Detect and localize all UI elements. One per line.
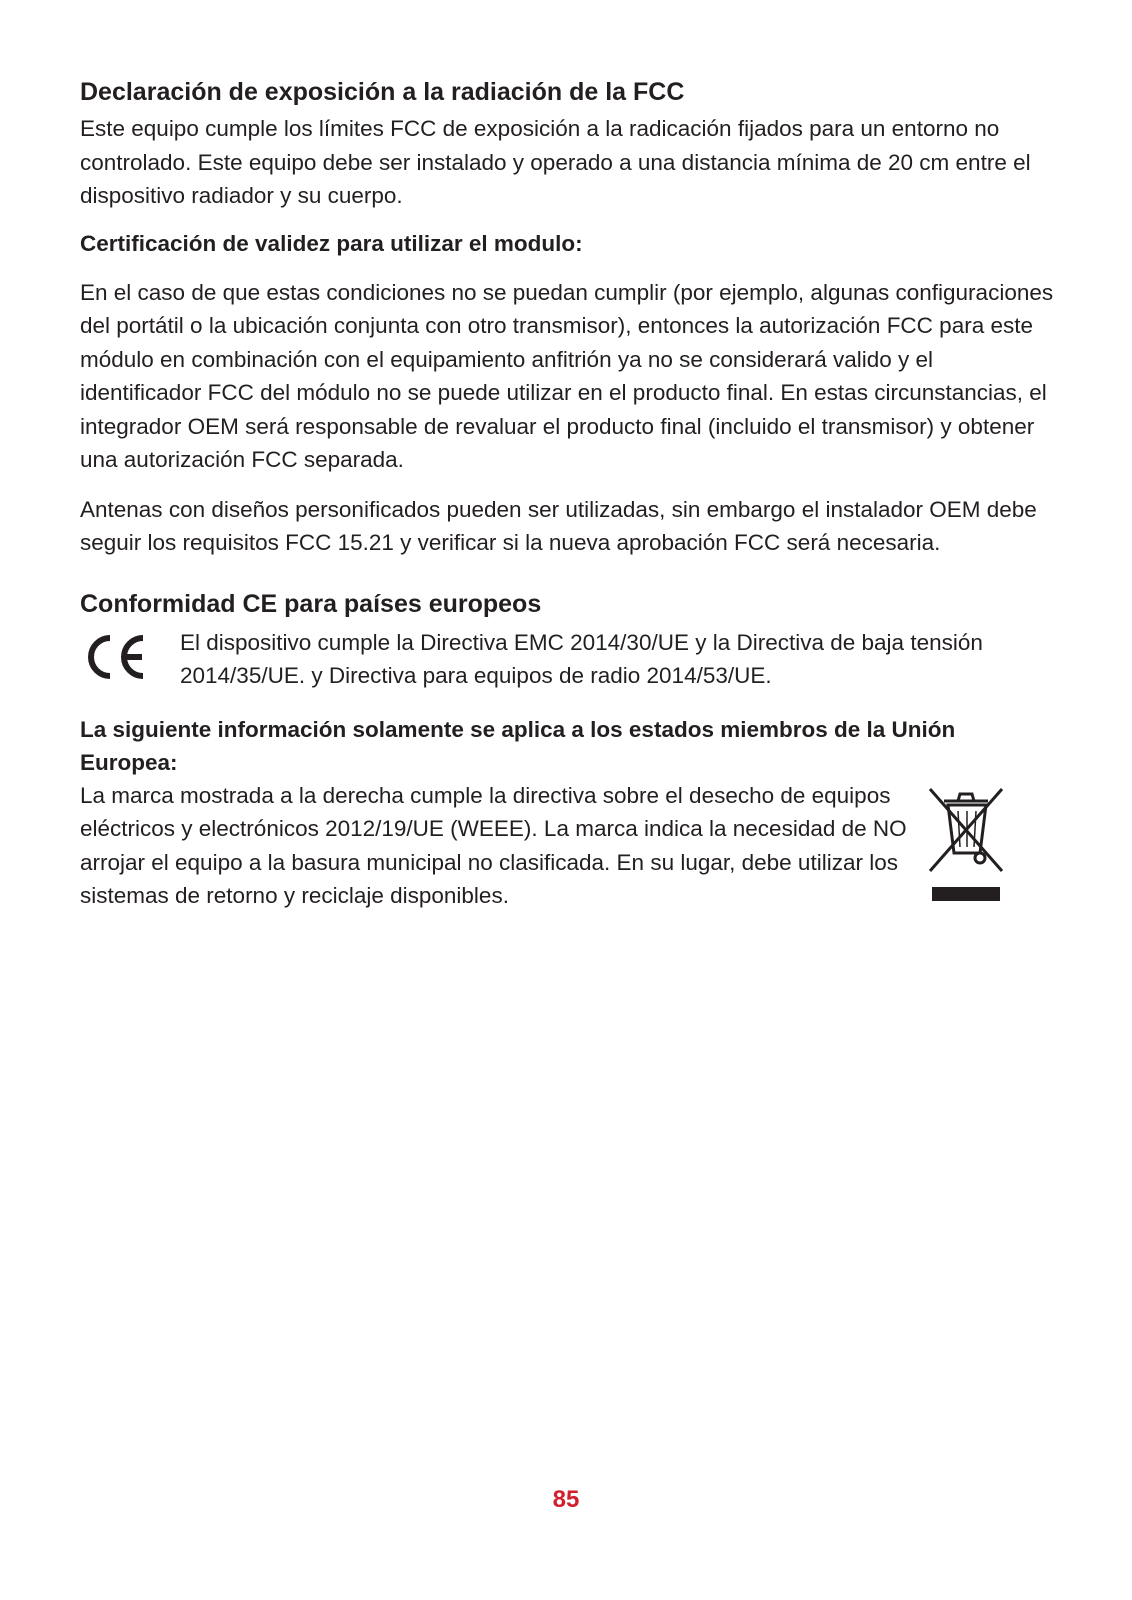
module-certification-paragraph-2: Antenas con diseños personificados pueden ser utilizadas, sin embargo el instalador OEM debe seguir los requisitos FCC 15.21 y verificar si la nueva aprobación FCC será necesaria.: [80, 496, 1037, 555]
ce-conformity-row: [80, 626, 1055, 693]
document-page: [80, 74, 1055, 913]
fcc-exposure-heading: Declaración de exposición a la radiación de la FCC: [80, 78, 685, 106]
eu-members-heading: La siguiente información solamente se aplica a los estados miembros de la Unión Europea:: [80, 716, 956, 775]
ce-conformity-section: [80, 586, 1055, 693]
eu-members-section: [80, 713, 1055, 913]
page-number: 85: [552, 1486, 580, 1513]
module-certification-heading: Certificación de validez para utilizar el modulo:: [80, 230, 583, 256]
ce-mark-icon: [80, 626, 180, 687]
ce-conformity-paragraph: El dispositivo cumple la Directiva EMC 2014/30/UE y la Directiva de baja tensión 2014/35/UE. y Directiva para equipos de radio 2014/53/UE.: [180, 629, 983, 688]
fcc-exposure-paragraph: Este equipo cumple los límites FCC de exposición a la radicación fijados para un entorno no controlado. Este equipo debe ser instalado y operado a una distancia mínima de 20 cm entre el dispositivo radiador y su cuerpo.: [80, 116, 1031, 208]
weee-row: [80, 779, 1055, 913]
weee-crossed-bin-icon: [920, 779, 1010, 910]
ce-conformity-heading: Conformidad CE para países europeos: [80, 589, 542, 618]
fcc-exposure-section: [80, 74, 1055, 213]
weee-paragraph: La marca mostrada a la derecha cumple la directiva sobre el desecho de equipos eléctricos y electrónicos 2012/19/UE (WEEE). La marca indica la necesidad de NO arrojar el equipo a la basura municipal no clasificada. En su lugar, debe utilizar los sistemas de retorno y reciclaje disponibles.: [80, 782, 907, 908]
module-certification-paragraph-1: En el caso de que estas condiciones no se puedan cumplir (por ejemplo, algunas configuraciones del portátil o la ubicación conjunta con otro transmisor), entonces la autorización FCC para este módulo en combinación con el equipamiento anfitrión ya no se considerará valido y el identificador FCC del módulo no se puede utilizar en el producto final. En estas circunstancias, el integrador OEM será responsable de revaluar el producto final (incluido el transmisor) y obtener una autorización FCC separada.: [80, 279, 1054, 472]
module-certification-section: [80, 227, 1055, 560]
